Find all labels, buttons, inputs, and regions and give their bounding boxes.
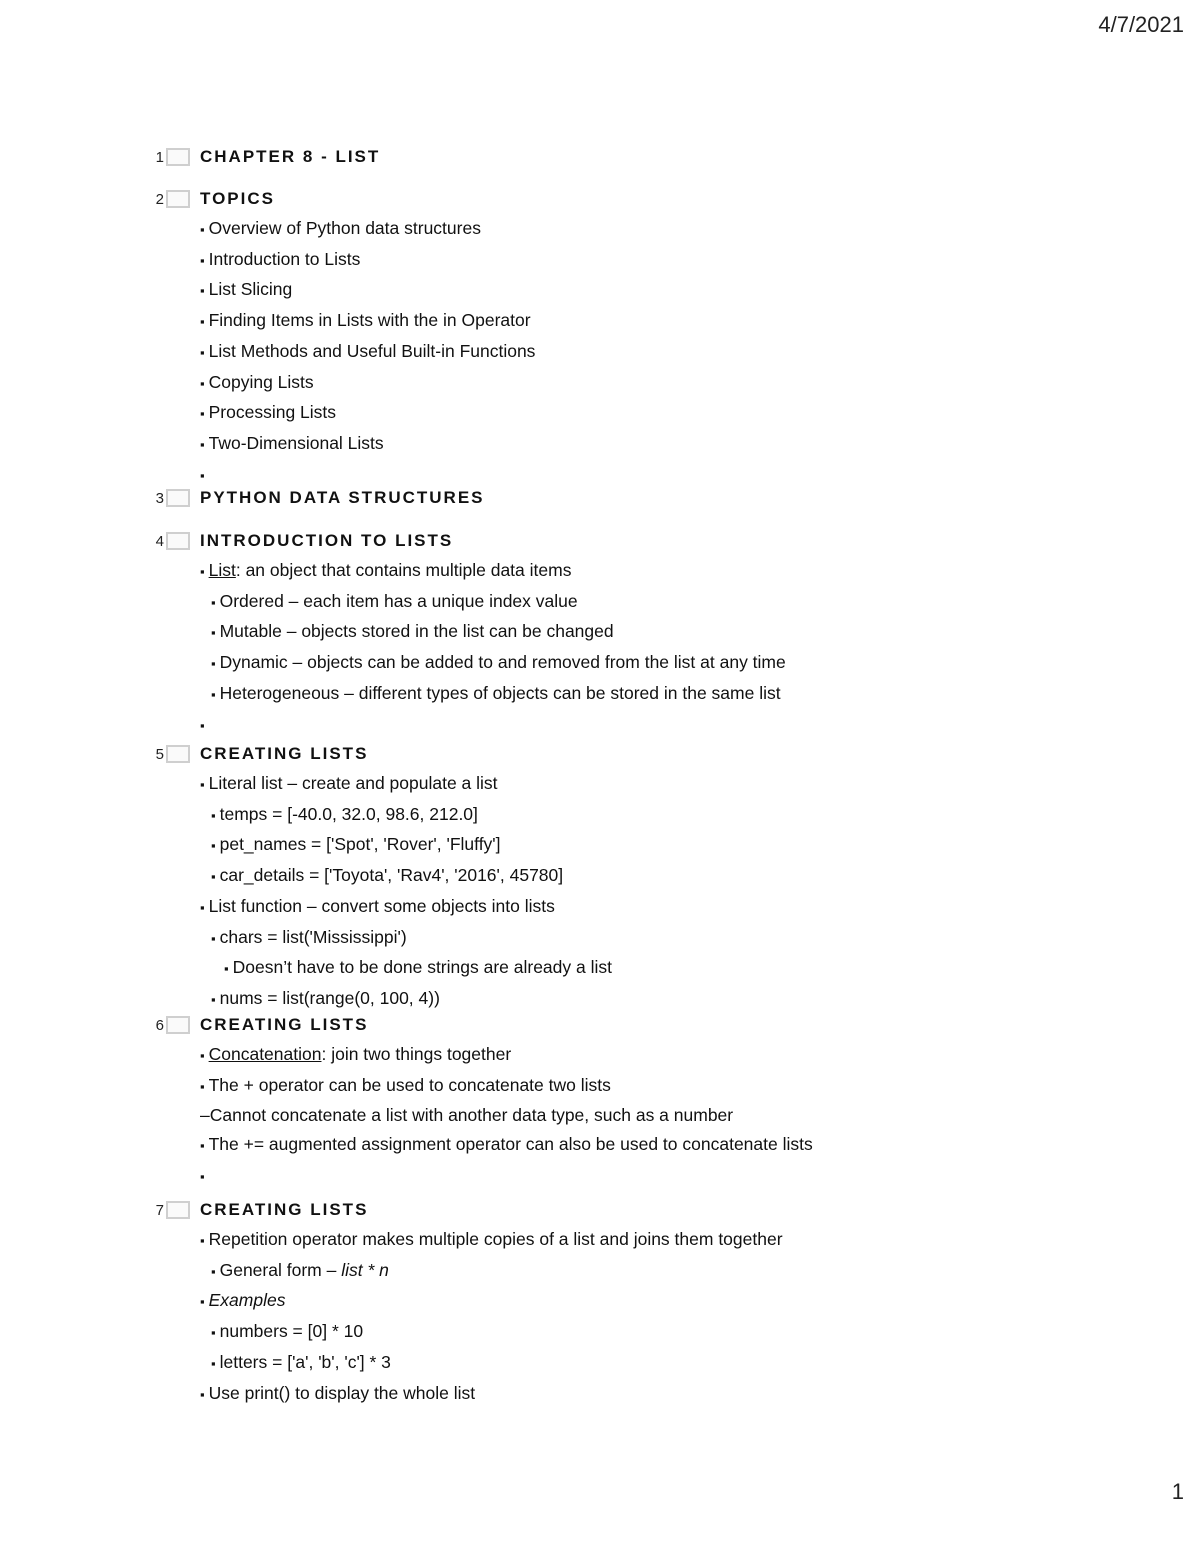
bullet-icon: ▪ xyxy=(200,777,205,792)
bullet-icon: ▪ xyxy=(200,1168,205,1184)
bullet-item: ▪ The += augmented assignment operator can also be used to concatenate lists xyxy=(200,1134,813,1155)
slide-header xyxy=(150,1012,813,1038)
bullet-icon: ▪ xyxy=(200,1386,205,1402)
bullet-icon: ▪ xyxy=(200,1233,205,1248)
slide-title: CHAPTER 8 - LIST xyxy=(200,147,381,166)
bullet-icon: ▪ xyxy=(200,467,205,483)
bullet-item: ▪ Two-Dimensional Lists xyxy=(200,432,384,453)
bullet-icon: ▪ xyxy=(200,436,205,452)
bullet-icon: ▪ xyxy=(211,991,216,1007)
bullet-icon: ▪ xyxy=(200,899,205,915)
bullet-icon: ▪ xyxy=(224,961,229,977)
slide-number: 4 xyxy=(155,532,164,550)
page-number: 1 xyxy=(1171,1479,1184,1504)
slide-title: TOPICS xyxy=(200,189,275,208)
bullet-item: ▪ Dynamic – objects can be added to and removed from the list at any time xyxy=(211,652,786,673)
general-form-expression: list * n xyxy=(341,1259,389,1280)
slide-number: 3 xyxy=(155,489,164,507)
bullet-icon: ▪ xyxy=(200,314,205,330)
bullet-icon: ▪ xyxy=(200,406,205,422)
bullet-item: ▪ List Slicing xyxy=(200,279,293,300)
bullet-icon: ▪ xyxy=(200,1048,205,1063)
bullet-item: ▪ car_details = ['Toyota', 'Rav4', '2016', 45780] xyxy=(211,865,564,886)
bullet-item: ▪ Heterogeneous – different types of objects can be stored in the same list xyxy=(211,682,781,703)
slide-thumbnail-icon xyxy=(166,190,190,208)
bullet-item: ▪ Concatenation: join two things together xyxy=(200,1044,512,1064)
bullet-icon: ▪ xyxy=(211,656,216,672)
slide-header xyxy=(150,741,612,767)
bullet-item: ▪ Processing Lists xyxy=(200,402,337,423)
bullet-item: ▪ Introduction to Lists xyxy=(200,248,361,269)
bullet-icon: ▪ xyxy=(211,838,216,854)
bullet-item: ▪ numbers = [0] * 10 xyxy=(211,1321,364,1342)
bullet-icon: ▪ xyxy=(200,1294,205,1310)
bullet-item: ▪ Overview of Python data structures xyxy=(200,218,481,238)
bullet-icon: ▪ xyxy=(200,375,205,391)
bullet-item: ▪ List: an object that contains multiple data items xyxy=(200,560,572,580)
bullet-icon: ▪ xyxy=(211,625,216,641)
slide-thumbnail-icon xyxy=(166,532,190,550)
slide-thumbnail-icon xyxy=(166,489,190,507)
bullet-item: ▪ The + operator can be used to concatenate two lists xyxy=(200,1074,611,1095)
bullet-item: ▪ temps = [-40.0, 32.0, 98.6, 212.0] xyxy=(211,803,478,824)
print-date: 4/7/2021 xyxy=(1098,12,1184,37)
bullet-item: ▪ List Methods and Useful Built-in Functions xyxy=(200,340,536,361)
bullet-icon: ▪ xyxy=(211,930,216,946)
bullet-item: ▪ chars = list('Mississippi') xyxy=(211,926,407,947)
bullet-item: ▪ Use print() to display the whole list xyxy=(200,1382,476,1403)
slide-title: CREATING LISTS xyxy=(200,744,369,763)
slide-4-outline xyxy=(150,528,786,740)
slide-thumbnail-icon xyxy=(166,148,190,166)
bullet-icon: ▪ xyxy=(200,252,205,268)
bullet-item-empty xyxy=(150,1161,813,1192)
bullet-icon: ▪ xyxy=(200,1138,205,1154)
slide-number: 5 xyxy=(155,745,164,763)
bullet-item: ▪ letters = ['a', 'b', 'c'] * 3 xyxy=(211,1351,391,1372)
bullet-icon: ▪ xyxy=(200,717,205,733)
slide-number: 6 xyxy=(155,1016,164,1034)
slide-header xyxy=(150,485,485,511)
slide-title: CREATING LISTS xyxy=(200,1015,369,1034)
slide-header xyxy=(150,528,786,554)
bullet-item: ▪ General form – list * n xyxy=(211,1259,389,1280)
slide-number: 1 xyxy=(155,148,164,166)
bullet-icon: ▪ xyxy=(211,869,216,885)
bullet-item-empty xyxy=(150,710,786,741)
bullet-icon: ▪ xyxy=(200,1078,205,1094)
bullet-icon: ▪ xyxy=(200,222,205,237)
slide-number: 2 xyxy=(155,190,164,208)
bullet-icon: ▪ xyxy=(200,564,205,579)
bullet-icon: ▪ xyxy=(200,344,205,360)
slide-title: PYTHON DATA STRUCTURES xyxy=(200,488,485,507)
slide-7-outline xyxy=(150,1197,783,1409)
slide-header xyxy=(150,1197,783,1223)
dash-item: –Cannot concatenate a list with another data type, such as a number xyxy=(200,1105,734,1126)
bullet-icon: ▪ xyxy=(211,686,216,702)
bullet-item: ▪ Examples xyxy=(200,1290,286,1311)
slide-number: 7 xyxy=(155,1201,164,1219)
slide-thumbnail-icon xyxy=(166,1201,190,1219)
slide-3-outline xyxy=(150,485,485,511)
bullet-icon: ▪ xyxy=(211,1325,216,1341)
slide-title: INTRODUCTION TO LISTS xyxy=(200,531,454,550)
term-concatenation: Concatenation xyxy=(208,1044,322,1064)
bullet-item: ▪ pet_names = ['Spot', 'Rover', 'Fluffy'] xyxy=(211,834,501,855)
bullet-item: ▪ Mutable – objects stored in the list can be changed xyxy=(211,621,614,642)
slide-header xyxy=(150,144,380,170)
slide-5-outline xyxy=(150,741,612,1015)
slide-header xyxy=(150,186,535,212)
bullet-icon: ▪ xyxy=(200,283,205,299)
bullet-icon: ▪ xyxy=(211,807,216,823)
slide-6-outline xyxy=(150,1012,813,1192)
bullet-item: ▪ Repetition operator makes multiple copies of a list and joins them together xyxy=(200,1229,783,1249)
bullet-item: ▪ Copying Lists xyxy=(200,371,314,392)
slide-thumbnail-icon xyxy=(166,745,190,763)
bullet-item: ▪ List function – convert some objects into lists xyxy=(200,895,555,916)
bullet-item: ▪ Doesn’t have to be done strings are already a list xyxy=(224,957,612,978)
bullet-item: ▪ Literal list – create and populate a list xyxy=(200,773,498,793)
term-list: List xyxy=(208,560,236,580)
slide-2-outline xyxy=(150,186,535,490)
bullet-item: ▪ nums = list(range(0, 100, 4)) xyxy=(211,987,440,1008)
bullet-item: ▪ Finding Items in Lists with the in Operator xyxy=(200,310,531,331)
slide-thumbnail-icon xyxy=(166,1016,190,1034)
slide-title: CREATING LISTS xyxy=(200,1200,369,1219)
bullet-item: ▪ Ordered – each item has a unique index value xyxy=(211,590,578,611)
bullet-icon: ▪ xyxy=(211,594,216,610)
bullet-icon: ▪ xyxy=(211,1355,216,1371)
bullet-icon: ▪ xyxy=(211,1263,216,1279)
slide-1-outline xyxy=(150,144,380,170)
